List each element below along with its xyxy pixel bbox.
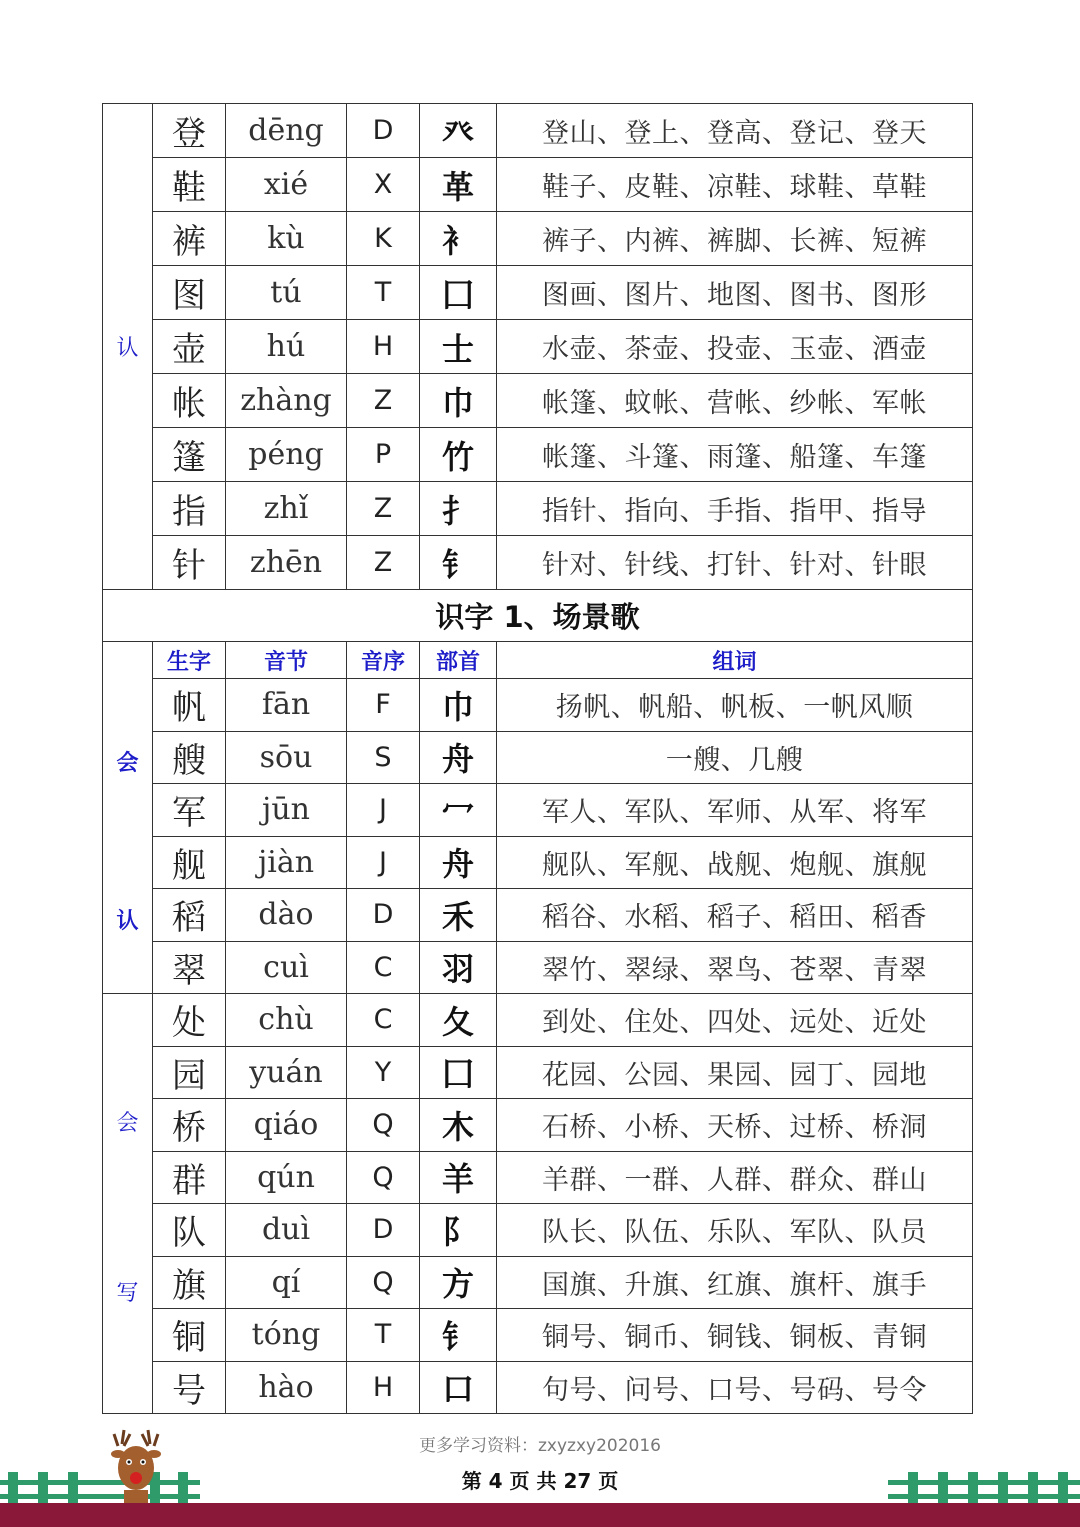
- initial-letter-cell: C: [347, 941, 420, 994]
- initial-letter-cell: Y: [347, 1046, 420, 1099]
- words-cell: 铜号、铜币、铜钱、铜板、青铜: [497, 1309, 973, 1362]
- pinyin-cell: zhēn: [226, 536, 347, 590]
- table-row: [103, 158, 973, 212]
- header-letter: 音序: [347, 642, 420, 679]
- table-row: [103, 1099, 973, 1152]
- reindeer-icon: [96, 1428, 176, 1508]
- initial-letter-cell: Q: [347, 1151, 420, 1204]
- words-cell: 石桥、小桥、天桥、过桥、桥洞: [497, 1099, 973, 1152]
- footer-link-text: 更多学习资料：zxyzxy202016: [419, 1436, 661, 1456]
- radical-cell: 钅: [420, 536, 497, 590]
- side-label-can: 会: [116, 751, 139, 776]
- character-cell: 艘: [153, 731, 226, 784]
- table-row: [103, 320, 973, 374]
- words-cell: 帐篷、蚊帐、营帐、纱帐、军帐: [497, 374, 973, 428]
- pinyin-cell: cuì: [226, 941, 347, 994]
- initial-letter-cell: P: [347, 428, 420, 482]
- table-row: [103, 1151, 973, 1204]
- character-cell: 图: [153, 266, 226, 320]
- character-cell: 旗: [153, 1256, 226, 1309]
- character-cell: 帆: [153, 679, 226, 732]
- character-cell: 队: [153, 1204, 226, 1257]
- radical-cell: 羽: [420, 941, 497, 994]
- character-cell: 园: [153, 1046, 226, 1099]
- pinyin-cell: zhǐ: [226, 482, 347, 536]
- radical-cell: 口: [420, 1361, 497, 1414]
- table-row: [103, 836, 973, 889]
- initial-letter-cell: J: [347, 836, 420, 889]
- radical-cell: 士: [420, 320, 497, 374]
- vocab-table: [102, 103, 973, 1414]
- words-cell: 羊群、一群、人群、群众、群山: [497, 1151, 973, 1204]
- table-row: [103, 1361, 973, 1414]
- words-cell: 登山、登上、登高、登记、登天: [497, 104, 973, 158]
- group-c-body: [103, 994, 973, 1414]
- header-radical: 部首: [420, 642, 497, 679]
- initial-letter-cell: D: [347, 889, 420, 942]
- pinyin-cell: jiàn: [226, 836, 347, 889]
- header-words: 组词: [497, 642, 973, 679]
- radical-cell: 竹: [420, 428, 497, 482]
- character-cell: 登: [153, 104, 226, 158]
- character-cell: 号: [153, 1361, 226, 1414]
- words-cell: 帐篷、斗篷、雨篷、船篷、车篷: [497, 428, 973, 482]
- header-pinyin: 音节: [226, 642, 347, 679]
- section-title-row: [103, 590, 973, 642]
- words-cell: 花园、公园、果园、园丁、园地: [497, 1046, 973, 1099]
- pinyin-cell: kù: [226, 212, 347, 266]
- table-row: [103, 941, 973, 994]
- side-label-recognize: 认: [103, 104, 153, 590]
- character-cell: 铜: [153, 1309, 226, 1362]
- character-cell: 桥: [153, 1099, 226, 1152]
- pinyin-cell: duì: [226, 1204, 347, 1257]
- pinyin-cell: hú: [226, 320, 347, 374]
- radical-cell: 囗: [420, 266, 497, 320]
- initial-letter-cell: H: [347, 1361, 420, 1414]
- table-row: [103, 731, 973, 784]
- character-cell: 翠: [153, 941, 226, 994]
- pinyin-cell: péng: [226, 428, 347, 482]
- words-cell: 扬帆、帆船、帆板、一帆风顺: [497, 679, 973, 732]
- words-cell: 翠竹、翠绿、翠鸟、苍翠、青翠: [497, 941, 973, 994]
- pinyin-cell: tóng: [226, 1309, 347, 1362]
- table-row: [103, 679, 973, 732]
- words-cell: 国旗、升旗、红旗、旗杆、旗手: [497, 1256, 973, 1309]
- radical-cell: 囗: [420, 1046, 497, 1099]
- words-cell: 队长、队伍、乐队、军队、队员: [497, 1204, 973, 1257]
- pinyin-cell: qí: [226, 1256, 347, 1309]
- initial-letter-cell: H: [347, 320, 420, 374]
- initial-letter-cell: Q: [347, 1099, 420, 1152]
- pinyin-cell: xié: [226, 158, 347, 212]
- table-row: [103, 374, 973, 428]
- radical-cell: 夂: [420, 994, 497, 1047]
- character-cell: 壶: [153, 320, 226, 374]
- table-row: [103, 784, 973, 837]
- initial-letter-cell: K: [347, 212, 420, 266]
- side-label-can: 会: [116, 1111, 139, 1136]
- pinyin-cell: qún: [226, 1151, 347, 1204]
- pinyin-cell: zhàng: [226, 374, 347, 428]
- character-cell: 稻: [153, 889, 226, 942]
- pinyin-cell: sōu: [226, 731, 347, 784]
- pinyin-cell: dào: [226, 889, 347, 942]
- header-char: 生字: [153, 642, 226, 679]
- radical-cell: 巾: [420, 679, 497, 732]
- radical-cell: 阝: [420, 1204, 497, 1257]
- header-row: [103, 642, 973, 679]
- initial-letter-cell: Q: [347, 1256, 420, 1309]
- table-row: [103, 428, 973, 482]
- initial-letter-cell: Z: [347, 482, 420, 536]
- group-b-body: [103, 642, 973, 994]
- pinyin-cell: qiáo: [226, 1099, 347, 1152]
- initial-letter-cell: T: [347, 266, 420, 320]
- character-cell: 军: [153, 784, 226, 837]
- pinyin-cell: hào: [226, 1361, 347, 1414]
- character-cell: 帐: [153, 374, 226, 428]
- pinyin-cell: fān: [226, 679, 347, 732]
- radical-cell: 木: [420, 1099, 497, 1152]
- initial-letter-cell: Z: [347, 536, 420, 590]
- initial-letter-cell: J: [347, 784, 420, 837]
- radical-cell: 舟: [420, 836, 497, 889]
- side-label-group-c: [103, 994, 153, 1414]
- words-cell: 水壶、茶壶、投壶、玉壶、酒壶: [497, 320, 973, 374]
- group-a-body: [103, 104, 973, 590]
- pinyin-cell: chù: [226, 994, 347, 1047]
- character-cell: 处: [153, 994, 226, 1047]
- pinyin-cell: tú: [226, 266, 347, 320]
- initial-letter-cell: X: [347, 158, 420, 212]
- page-number: 第 4 页 共 27 页: [461, 1469, 619, 1493]
- table-row: [103, 889, 973, 942]
- initial-letter-cell: D: [347, 1204, 420, 1257]
- character-cell: 裤: [153, 212, 226, 266]
- initial-letter-cell: Z: [347, 374, 420, 428]
- table-row: [103, 266, 973, 320]
- character-cell: 篷: [153, 428, 226, 482]
- words-cell: 稻谷、水稻、稻子、稻田、稻香: [497, 889, 973, 942]
- table-row: [103, 482, 973, 536]
- pinyin-cell: jūn: [226, 784, 347, 837]
- side-label-group-b: [103, 642, 153, 994]
- initial-letter-cell: S: [347, 731, 420, 784]
- section-title: 识字 1、场景歌: [103, 590, 973, 642]
- words-cell: 到处、住处、四处、远处、近处: [497, 994, 973, 1047]
- side-label-write: 写: [116, 1281, 139, 1306]
- table-row: [103, 104, 973, 158]
- character-cell: 鞋: [153, 158, 226, 212]
- initial-letter-cell: D: [347, 104, 420, 158]
- table-row: [103, 1046, 973, 1099]
- initial-letter-cell: C: [347, 994, 420, 1047]
- words-cell: 针对、针线、打针、针对、针眼: [497, 536, 973, 590]
- character-cell: 针: [153, 536, 226, 590]
- radical-cell: 衤: [420, 212, 497, 266]
- table-row: [103, 536, 973, 590]
- radical-cell: 方: [420, 1256, 497, 1309]
- radical-cell: 冖: [420, 784, 497, 837]
- radical-cell: 扌: [420, 482, 497, 536]
- table-row: [103, 1309, 973, 1362]
- initial-letter-cell: T: [347, 1309, 420, 1362]
- words-cell: 句号、问号、口号、号码、号令: [497, 1361, 973, 1414]
- pinyin-cell: dēng: [226, 104, 347, 158]
- bottom-color-bar: [0, 1503, 1080, 1527]
- radical-cell: 舟: [420, 731, 497, 784]
- words-cell: 裤子、内裤、裤脚、长裤、短裤: [497, 212, 973, 266]
- radical-cell: 羊: [420, 1151, 497, 1204]
- character-cell: 舰: [153, 836, 226, 889]
- side-label-recognize: 认: [116, 909, 139, 934]
- initial-letter-cell: F: [347, 679, 420, 732]
- radical-cell: 禾: [420, 889, 497, 942]
- words-cell: 舰队、军舰、战舰、炮舰、旗舰: [497, 836, 973, 889]
- radical-cell: 革: [420, 158, 497, 212]
- table-row: [103, 1204, 973, 1257]
- character-cell: 指: [153, 482, 226, 536]
- words-cell: 军人、军队、军师、从军、将军: [497, 784, 973, 837]
- character-cell: 群: [153, 1151, 226, 1204]
- radical-cell: 巾: [420, 374, 497, 428]
- pinyin-cell: yuán: [226, 1046, 347, 1099]
- words-cell: 一艘、几艘: [497, 731, 973, 784]
- table-row: [103, 212, 973, 266]
- words-cell: 图画、图片、地图、图书、图形: [497, 266, 973, 320]
- radical-cell: 钅: [420, 1309, 497, 1362]
- words-cell: 指针、指向、手指、指甲、指导: [497, 482, 973, 536]
- table-row: [103, 994, 973, 1047]
- table-row: [103, 1256, 973, 1309]
- right-fence-decoration: [888, 1468, 1080, 1508]
- radical-cell: 癶: [420, 104, 497, 158]
- words-cell: 鞋子、皮鞋、凉鞋、球鞋、草鞋: [497, 158, 973, 212]
